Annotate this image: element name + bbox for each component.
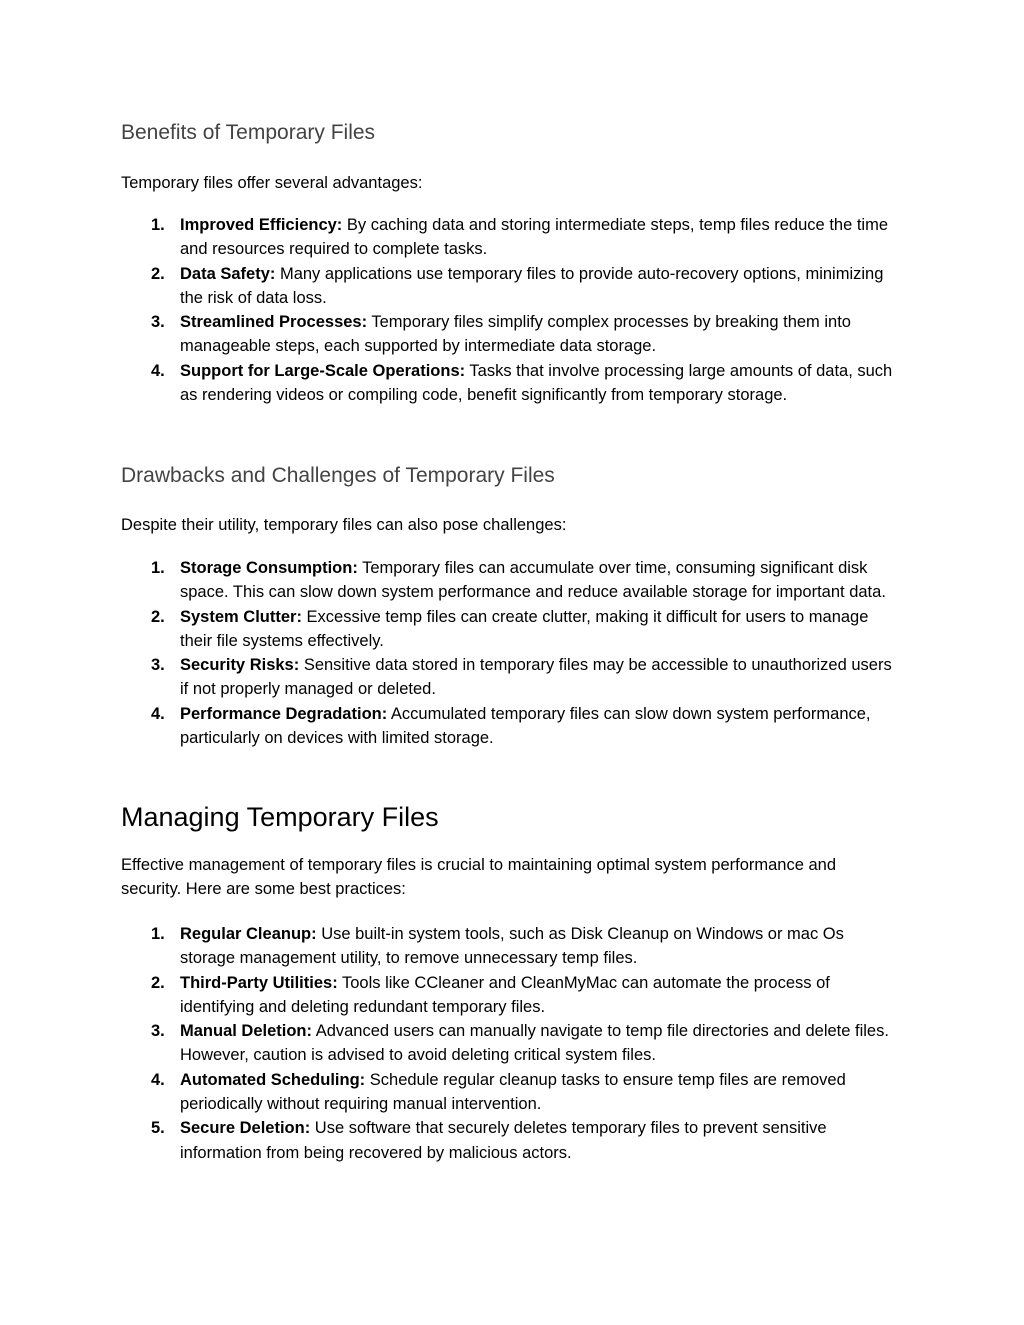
- list-text: Accumulated temporary files can slow down system performance, particularly on devices with limited storage.: [180, 704, 871, 748]
- list-item: [121, 653, 896, 702]
- list-number: 3.: [151, 1022, 165, 1041]
- list-item: [121, 971, 896, 1020]
- list-term: Security Risks:: [180, 656, 300, 675]
- list-item: [121, 1116, 896, 1165]
- list-number: 2.: [151, 973, 165, 992]
- list-number: 1.: [151, 559, 165, 577]
- list-text: Tasks that involve processing large amounts of data, such as rendering videos or compiling code, benefit significantly from temporary storage.: [180, 361, 893, 405]
- list-term: Support for Large-Scale Operations:: [180, 361, 466, 380]
- list-number: 2.: [151, 264, 165, 283]
- list-number: 1.: [151, 925, 165, 943]
- list-text: Use built-in system tools, such as Disk Cleanup on Windows or mac Os storage management utility, to remove unnecessary temp files.: [180, 925, 844, 968]
- intro-drawbacks: Despite their utility, temporary files can also pose challenges:: [121, 516, 567, 534]
- list-number: 2.: [151, 607, 165, 626]
- list-item: [121, 556, 896, 605]
- list-term: Performance Degradation:: [180, 704, 388, 723]
- list-text: By caching data and storing intermediate steps, temp files reduce the time and resources required to complete tasks.: [180, 216, 889, 259]
- list-item: [121, 310, 896, 359]
- list-text: Tools like CCleaner and CleanMyMac can automate the process of identifying and deleting redundant temporary files.: [180, 973, 830, 1016]
- list-text: Excessive temp files can create clutter, making it difficult for users to manage their file systems effectively.: [180, 607, 869, 650]
- list-text: Advanced users can manually navigate to temp file directories and delete files. However, caution is advised to avoid deleting critical system files.: [180, 1022, 889, 1065]
- list-item: [121, 605, 896, 654]
- heading-benefits: Benefits of Temporary Files: [121, 121, 376, 144]
- list-term: Data Safety:: [180, 264, 276, 283]
- list-item: [121, 1068, 896, 1117]
- list-number: 4.: [151, 361, 165, 380]
- list-benefits: [121, 213, 896, 407]
- heading-managing: Managing Temporary Files: [121, 802, 439, 832]
- list-number: 3.: [151, 656, 165, 675]
- list-number: 1.: [151, 216, 165, 234]
- list-number: 4.: [151, 1070, 165, 1089]
- list-term: Regular Cleanup:: [180, 925, 317, 943]
- list-number: 3.: [151, 313, 165, 332]
- list-number: 5.: [151, 1119, 165, 1138]
- list-term: Improved Efficiency:: [180, 216, 343, 234]
- list-term: System Clutter:: [180, 607, 302, 626]
- list-term: Automated Scheduling:: [180, 1070, 366, 1089]
- list-item: [121, 359, 896, 408]
- list-item: [121, 702, 896, 751]
- list-text: Sensitive data stored in temporary files may be accessible to unauthorized users if not properly managed or deleted.: [180, 656, 892, 699]
- list-drawbacks: [121, 556, 896, 750]
- intro-benefits: Temporary files offer several advantages:: [121, 174, 423, 192]
- list-text: Use software that securely deletes temporary files to prevent sensitive information from being recovered by malicious actors.: [180, 1119, 827, 1162]
- heading-drawbacks: Drawbacks and Challenges of Temporary Files: [121, 464, 555, 487]
- list-term: Third-Party Utilities:: [180, 973, 338, 992]
- list-item: [121, 262, 896, 311]
- list-term: Storage Consumption:: [180, 559, 358, 577]
- list-term: Secure Deletion:: [180, 1119, 311, 1138]
- list-item: [121, 213, 896, 262]
- list-term: Manual Deletion:: [180, 1022, 313, 1041]
- list-text: Many applications use temporary files to provide auto-recovery options, minimizing the risk of data loss.: [180, 264, 884, 307]
- list-text: Schedule regular cleanup tasks to ensure temp files are removed periodically without requiring manual intervention.: [180, 1070, 846, 1114]
- list-number: 4.: [151, 704, 165, 723]
- list-item: [121, 922, 896, 971]
- list-term: Streamlined Processes:: [180, 313, 368, 332]
- list-text: Temporary files simplify complex processes by breaking them into manageable steps, each supported by intermediate data storage.: [180, 313, 851, 356]
- list-managing: [121, 922, 896, 1165]
- list-text: Temporary files can accumulate over time, consuming significant disk space. This can slow down system performance and reduce available storage for important data.: [180, 559, 886, 602]
- intro-managing: Effective management of temporary files is crucial to maintaining optimal system performance and security. Here are some best practices:: [121, 856, 837, 899]
- list-item: [121, 1019, 896, 1068]
